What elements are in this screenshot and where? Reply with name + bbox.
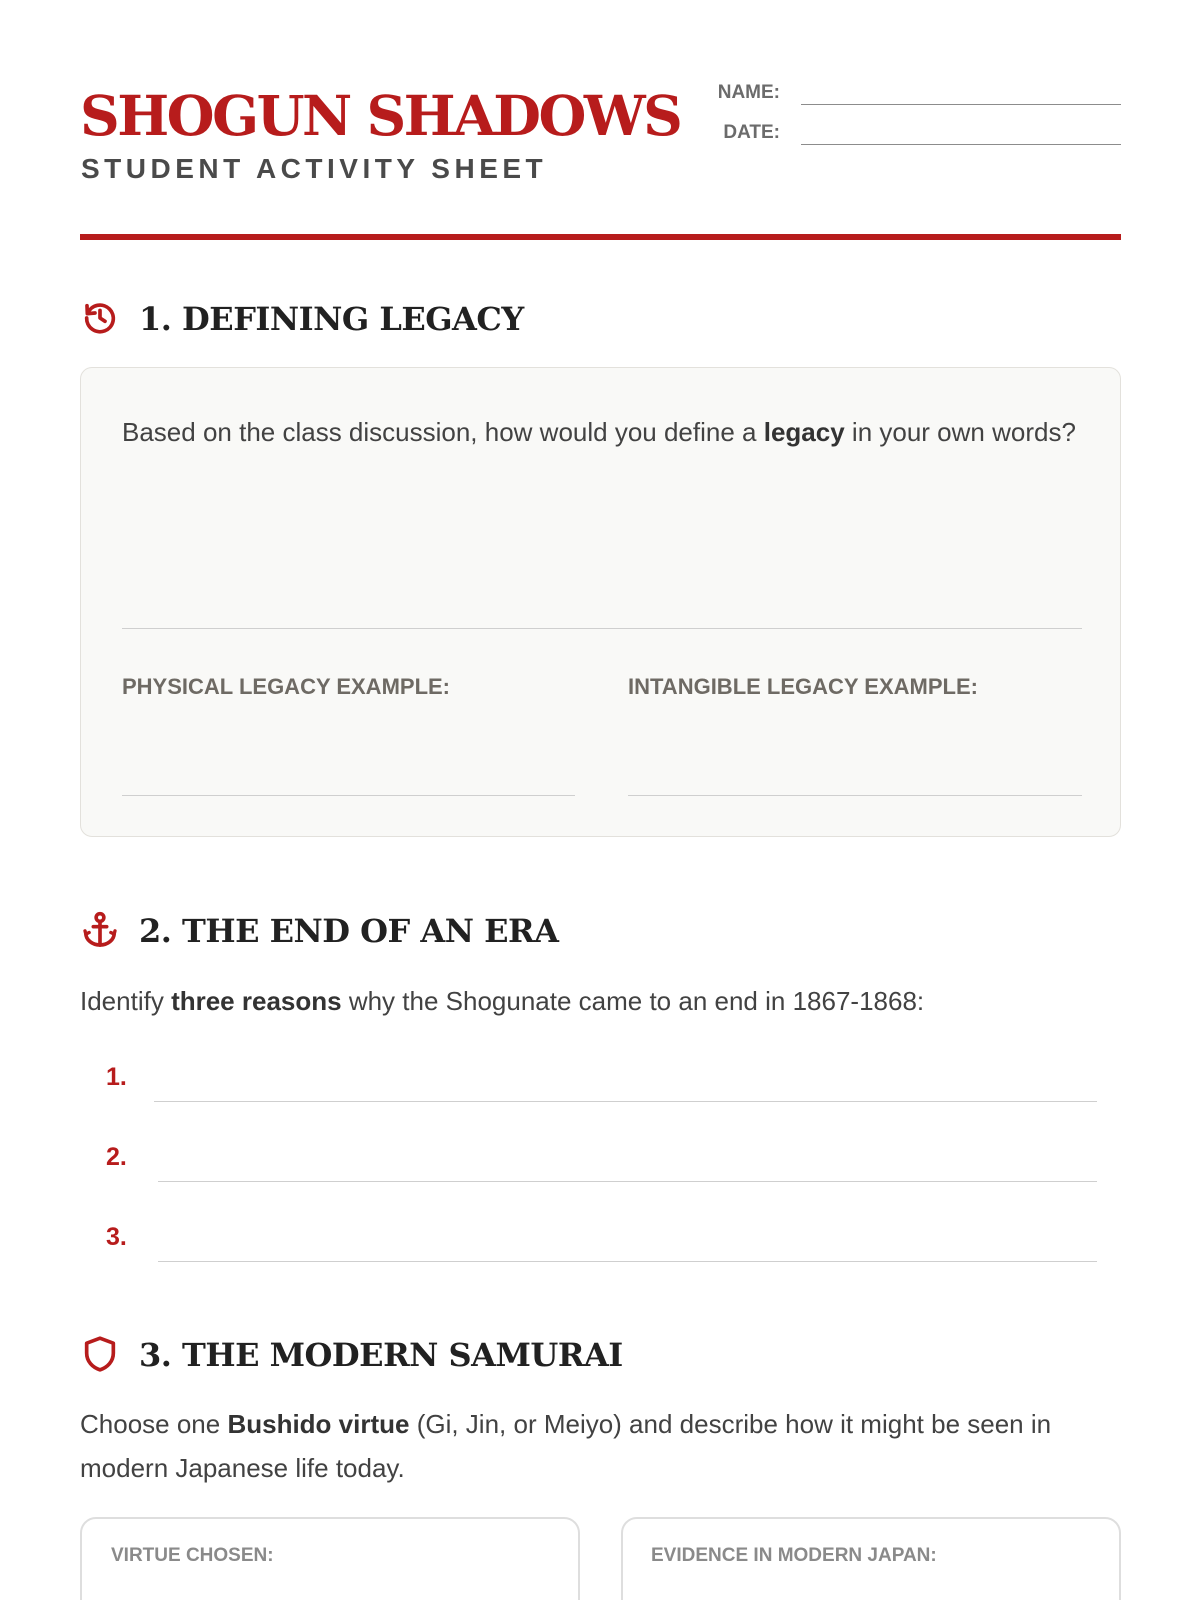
section-3-title: 3. THE MODERN SAMURAI — [139, 1336, 623, 1374]
date-field[interactable] — [801, 144, 1121, 145]
reason-3-answer[interactable] — [158, 1261, 1097, 1262]
shield-icon — [80, 1334, 120, 1374]
page-title: SHOGUN SHADOWS — [80, 83, 681, 148]
header-divider — [80, 234, 1121, 240]
reason-number: 3. — [106, 1223, 127, 1251]
name-field[interactable] — [801, 104, 1121, 105]
reason-number: 2. — [106, 1143, 127, 1171]
legacy-question: Based on the class discussion, how would you define a legacy in your own words? — [122, 417, 1076, 447]
intangible-legacy-answer[interactable] — [628, 795, 1082, 796]
section-1-title: 1. DEFINING LEGACY — [139, 300, 524, 338]
legacy-definition-answer[interactable] — [122, 628, 1082, 629]
history-icon — [80, 298, 120, 338]
page-subtitle: STUDENT ACTIVITY SHEET — [81, 153, 548, 184]
name-label: NAME: — [717, 82, 780, 103]
virtue-chosen-label: VIRTUE CHOSEN: — [111, 1545, 274, 1566]
anchor-icon — [80, 910, 120, 950]
physical-legacy-label: PHYSICAL LEGACY EXAMPLE: — [122, 674, 451, 699]
date-label: DATE: — [723, 122, 780, 143]
bushido-prompt: Choose one Bushido virtue (Gi, Jin, or Meiyo) and describe how it might be seen in modern Japanese life today. — [80, 1409, 1052, 1483]
reason-2-answer[interactable] — [158, 1181, 1097, 1182]
physical-legacy-answer[interactable] — [122, 795, 575, 796]
intangible-legacy-label: INTANGIBLE LEGACY EXAMPLE: — [628, 674, 978, 699]
shogunate-prompt: Identify three reasons why the Shogunate came to an end in 1867-1868: — [80, 986, 925, 1016]
reason-1-answer[interactable] — [154, 1101, 1097, 1102]
section-2-title: 2. THE END OF AN ERA — [139, 912, 559, 950]
reason-number: 1. — [106, 1063, 127, 1091]
modern-evidence-label: EVIDENCE IN MODERN JAPAN: — [651, 1545, 937, 1566]
